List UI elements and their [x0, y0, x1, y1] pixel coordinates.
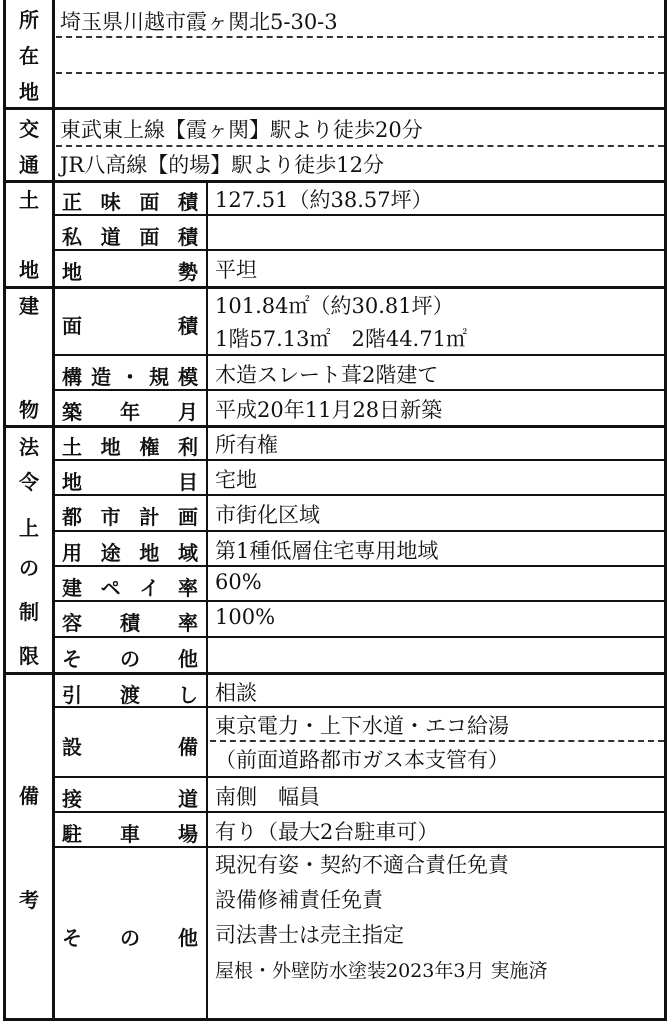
label-char: 面 [139, 225, 160, 249]
label-char: 面 [62, 314, 82, 338]
structure-value: 木造スレート葺2階建て [215, 363, 439, 387]
law-other-label [54, 643, 206, 672]
label-char: 味 [100, 190, 121, 214]
label-char: し [178, 683, 198, 707]
land-category-label [54, 466, 206, 495]
section-char: 在 [19, 44, 39, 68]
section-char: 制 [19, 600, 39, 624]
handover-value: 相談 [215, 681, 257, 705]
label-char: 他 [178, 647, 198, 671]
land-category-value: 宅地 [215, 468, 257, 492]
dashed-divider [56, 145, 664, 147]
label-char: 都 [62, 505, 82, 529]
equipment-label [54, 731, 206, 760]
section-char: 上 [19, 516, 39, 540]
land-rights-value: 所有権 [215, 433, 278, 457]
label-char: 引 [62, 683, 82, 707]
section-char: 地 [19, 80, 39, 104]
label-char: 域 [177, 541, 198, 565]
label-char: 道 [100, 225, 121, 249]
label-char: 利 [177, 435, 198, 459]
label-char: 率 [177, 576, 198, 600]
equipment-line-2: （前面道路都市ガス本支管有） [215, 748, 509, 772]
label-char: 場 [178, 822, 198, 846]
label-char: 造 [91, 365, 111, 389]
section-char: 地 [19, 258, 39, 282]
label-char: 積 [120, 611, 140, 635]
dashed-divider [210, 740, 664, 742]
label-char: 積 [177, 225, 198, 249]
section-char: 所 [19, 8, 39, 32]
floor-area-ratio-value: 100% [215, 605, 276, 629]
section-char: 交 [19, 117, 39, 141]
floor-area-ratio-label [54, 607, 206, 636]
terrain-label [54, 256, 206, 285]
label-char: そ [62, 647, 82, 671]
transport-line-1: 東武東上線【霞ヶ関】駅より徒歩20分 [60, 118, 423, 142]
label-char: 目 [178, 470, 198, 494]
land-net-area-value: 127.51（約38.57坪） [215, 188, 433, 212]
label-char: 容 [62, 611, 82, 635]
label-char: 渡 [120, 683, 140, 707]
address-value: 埼玉県川越市霞ヶ関北5-30-3 [60, 10, 338, 34]
private-road-area-label [54, 221, 206, 250]
remarks-other-line-3: 司法書士は売主指定 [215, 923, 404, 947]
section-char: 令 [19, 470, 39, 494]
coverage-ratio-label [54, 572, 206, 601]
remarks-other-line-4: 屋根・外壁防水塗装2023年3月 実施済 [215, 960, 548, 982]
city-planning-value: 市街化区域 [215, 503, 320, 527]
transport-line-2: JR八高線【的場】駅より徒歩12分 [60, 153, 384, 177]
label-char: 地 [100, 435, 121, 459]
section-char: 備 [19, 784, 39, 808]
label-char: 接 [62, 787, 82, 811]
label-char: 地 [62, 470, 82, 494]
divider [3, 425, 667, 428]
section-char: 通 [19, 153, 39, 177]
divider [54, 776, 666, 778]
label-char: ・ [120, 365, 140, 389]
label-char: 地 [139, 541, 160, 565]
divider [3, 107, 667, 110]
road-access-label [54, 783, 206, 812]
label-char: ペ [100, 576, 121, 600]
label-char: 画 [177, 505, 198, 529]
label-char: 地 [62, 260, 82, 284]
built-date-value: 平成20年11月28日新築 [215, 398, 443, 422]
handover-label [54, 679, 206, 708]
zoning-label [54, 537, 206, 566]
label-char: そ [62, 926, 82, 950]
section-char: 限 [19, 644, 39, 668]
land-rights-label [54, 431, 206, 460]
label-char: 積 [178, 314, 198, 338]
label-char: 規 [149, 365, 169, 389]
parking-value: 有り（最大2台駐車可） [215, 820, 439, 844]
section-char: 物 [19, 398, 39, 422]
building-area-label [54, 310, 206, 339]
section-char: 法 [19, 435, 39, 459]
built-date-label [54, 396, 206, 425]
label-char: 他 [178, 926, 198, 950]
label-char: 設 [62, 735, 82, 759]
label-char: 用 [62, 541, 82, 565]
label-char: 積 [177, 190, 198, 214]
label-char: 年 [120, 400, 140, 424]
label-char: イ [139, 576, 160, 600]
zoning-value: 第1種低層住宅専用地域 [215, 539, 439, 563]
divider [3, 286, 667, 289]
divider [54, 530, 666, 532]
remarks-other-line-2: 設備修補責任免責 [215, 888, 383, 912]
label-char: 私 [62, 225, 82, 249]
label-char: 築 [62, 400, 82, 424]
label-char: 月 [178, 400, 198, 424]
label-char: 面 [139, 190, 160, 214]
label-char: 駐 [62, 822, 82, 846]
section-char: 土 [19, 188, 39, 212]
equipment-line-1: 東京電力・上下水道・エコ給湯 [215, 714, 509, 738]
label-char: 率 [178, 611, 198, 635]
label-char: 市 [100, 505, 121, 529]
section-char: の [19, 556, 39, 580]
building-area-line-1: 101.84㎡（約30.81坪） [215, 294, 454, 318]
label-char: 備 [178, 735, 198, 759]
coverage-ratio-value: 60% [215, 570, 262, 594]
terrain-value: 平坦 [215, 258, 257, 282]
divider [54, 636, 666, 638]
divider [3, 672, 667, 675]
label-char: 正 [62, 190, 82, 214]
dashed-divider [56, 72, 664, 74]
label-char: の [120, 647, 140, 671]
road-access-value: 南側 幅員 [215, 785, 320, 809]
label-char: の [120, 926, 140, 950]
label-char: 計 [139, 505, 160, 529]
dashed-divider [56, 36, 664, 38]
label-char: 建 [62, 576, 82, 600]
label-char: 車 [120, 822, 140, 846]
label-char: 模 [178, 365, 198, 389]
divider [54, 354, 666, 356]
label-char: 土 [62, 435, 82, 459]
divider [3, 180, 667, 183]
remarks-other-line-1: 現況有姿・契約不適合責任免責 [215, 853, 509, 877]
label-char: 途 [100, 541, 121, 565]
building-area-line-2: 1階57.13㎡ 2階44.71㎡ [215, 327, 467, 351]
label-char: 構 [62, 365, 82, 389]
label-char: 勢 [178, 260, 198, 284]
land-net-area-label [54, 186, 206, 215]
section-char: 建 [19, 294, 39, 318]
label-char: 道 [178, 787, 198, 811]
structure-label [54, 361, 206, 390]
parking-label [54, 818, 206, 847]
city-planning-label [54, 501, 206, 530]
remarks-other-label [54, 922, 206, 951]
section-char: 考 [19, 888, 39, 912]
label-char: 権 [139, 435, 160, 459]
